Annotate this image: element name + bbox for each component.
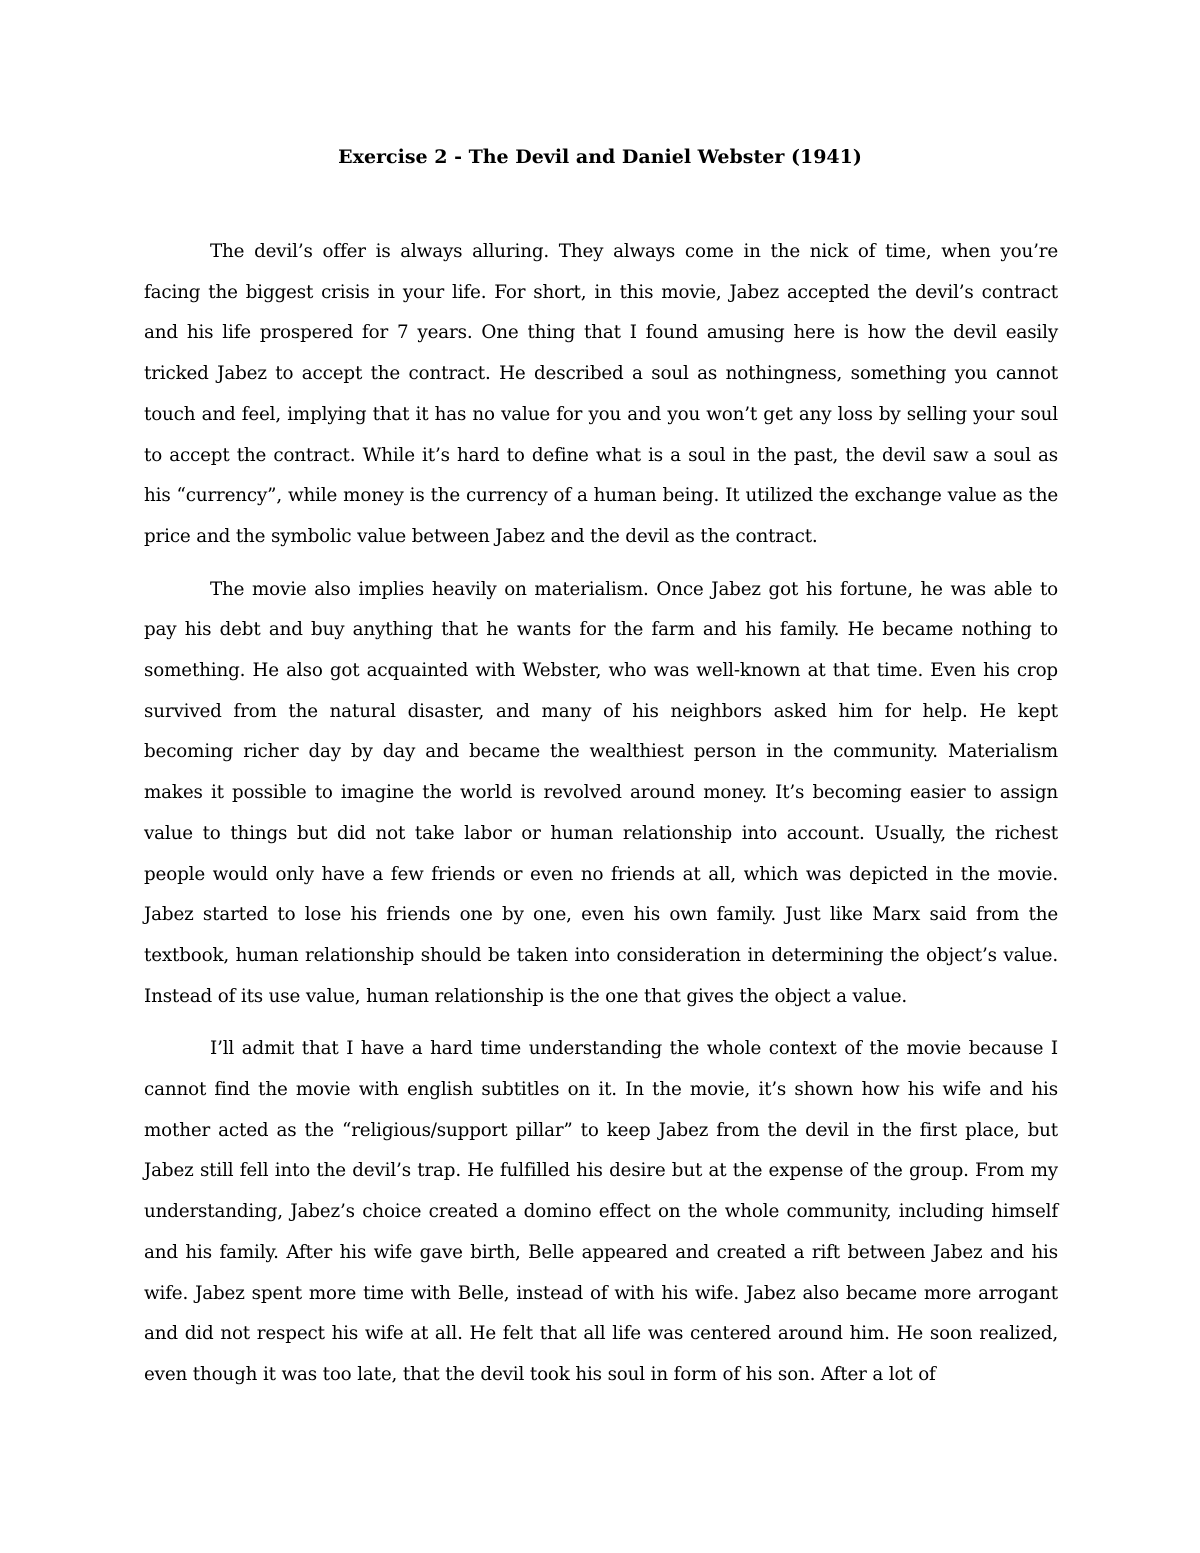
paragraph-materialism: The movie also implies heavily on materialism. Once Jabez got his fortune, he was able to pay his debt and buy anything that he wants for the farm and his family. He became nothing to something. He also got acquainted with Webster, who was well-known at that time. Even his crop survived from the natural disaster, and many of his neighbors asked him for help. He kept becoming richer day by day and became the wealthiest person in the community. Materialism makes it possible to imagine the world is revolved around money. It’s becoming easier to assign value to things but did not take labor or human relationship into account. Usually, the richest people would only have a few friends or even no friends at all, which was depicted in the movie. Jabez started to lose his friends one by one, even his own family. Just like Marx said from the textbook, human relationship should be taken into consideration in determining the object’s value. Instead of its use value, human relationship is the one that gives the object a value. (144, 578, 1058, 1007)
paragraph-devils-offer: The devil’s offer is always alluring. They always come in the nick of time, when you’re facing the biggest crisis in your life. For short, in this movie, Jabez accepted the devil’s contract and his life prospered for 7 years. One thing that I found amusing here is how the devil easily tricked Jabez to accept the contract. He described a soul as nothingness, something you cannot touch and feel, implying that it has no value for you and you won’t get any loss by selling your soul to accept the contract. While it’s hard to define what is a soul in the past, the devil saw a soul as his “currency”, while money is the currency of a human being. It utilized the exchange value as the price and the symbolic value between Jabez and the devil as the contract. (144, 241, 1058, 547)
paragraph-context: I’ll admit that I have a hard time understanding the whole context of the movie because I cannot find the movie with english subtitles on it. In the movie, it’s shown how his wife and his mother acted as the “religious/support pillar” to keep Jabez from the devil in the first place, but Jabez still fell into the devil’s trap. He fulfilled his desire but at the expense of the group. From my understanding, Jabez’s choice created a domino effect on the whole community, including himself and his family. After his wife gave birth, Belle appeared and created a rift between Jabez and his wife. Jabez spent more time with Belle, instead of with his wife. Jabez also became more arrogant and did not respect his wife at all. He felt that all life was centered around him. He soon realized, even though it was too late, that the devil took his soul in form of his son. After a lot of (144, 1038, 1058, 1385)
document-title: Exercise 2 - The Devil and Daniel Webster (1941) (338, 146, 862, 168)
document-body (144, 232, 1058, 1408)
